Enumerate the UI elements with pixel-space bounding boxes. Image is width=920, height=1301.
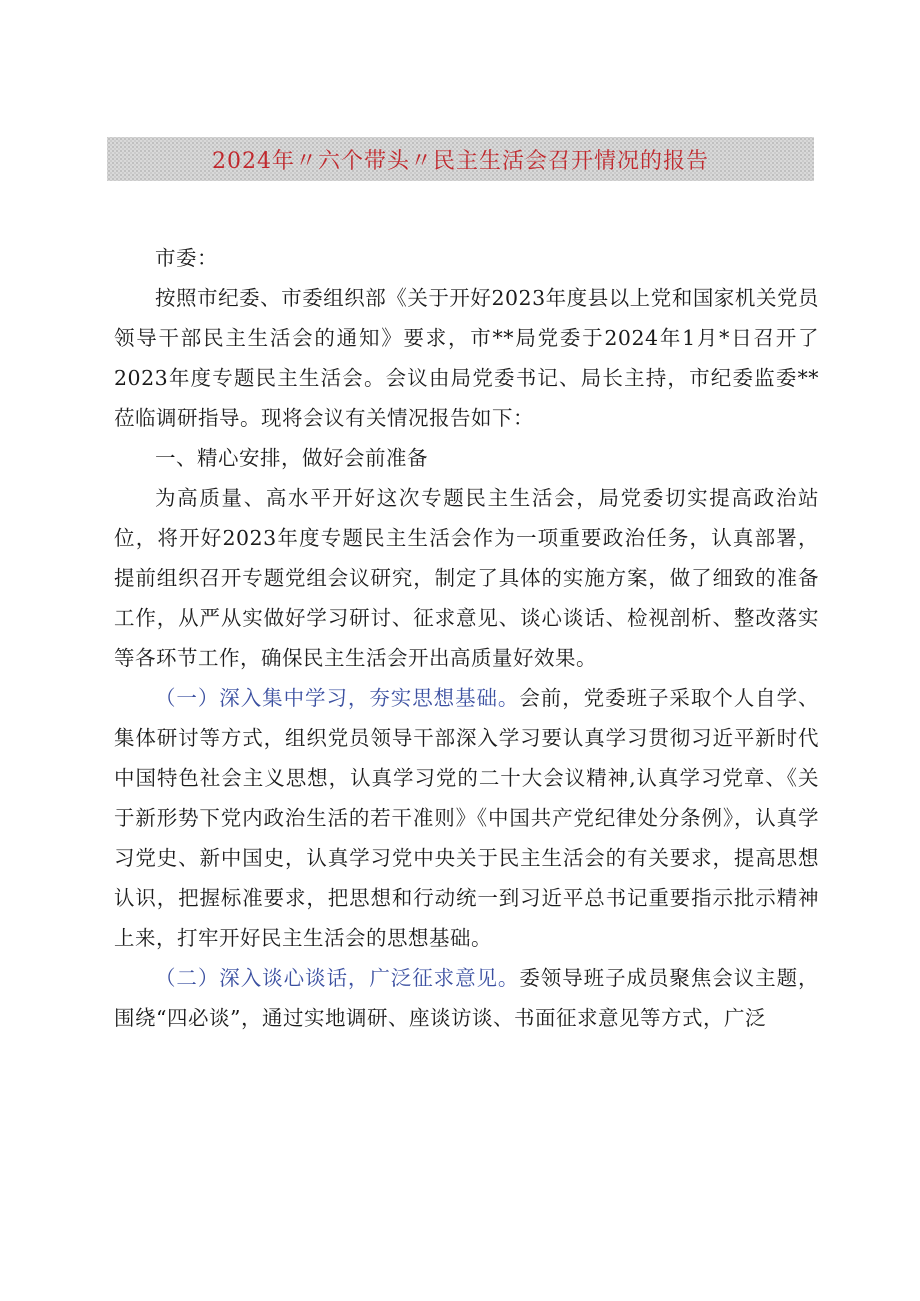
paragraph-item-2 [114,958,819,1038]
document-title: 2024年〃六个带头〃民主生活会召开情况的报告 [212,148,709,174]
paragraph-intro: 按照市纪委、市委组织部《关于开好2023年度县以上党和国家机关党员领导干部民主生活会的通知》要求，市**局党委于2024年1月*日召开了2023年度专题民主生活会。会议由局党委书记、局长主持，市纪委监委**莅临调研指导。现将会议有关情况报告如下： [114,286,819,430]
salutation: 市委： [155,246,218,270]
section-heading: 一、精心安排，做好会前准备 [155,446,428,470]
item-1-text: 会前，党委班子采取个人自学、集体研讨等方式，组织党员领导干部深入学习要认真学习贯彻习近平新时代中国特色社会主义思想，认真学习党的二十大会议精神,认真学习党章、《关于新形势下党内政治生活的若干准则》《中国共产党纪律处分条例》，认真学习党史、新中国史，认真学习党中央关于民主生活会的有关要求，提高思想认识，把握标准要求，把思想和行动统一到习近平总书记重要指示批示精神上来，打牢开好民主生活会的思想基础。 [114,686,820,950]
document-body [114,238,819,1038]
paragraph-item-1 [114,678,819,958]
item-2-text: 委领导班子成员聚焦会议主题，围绕“四必谈”，通过实地调研、座谈访谈、书面征求意见等方式，广泛 [114,966,820,1030]
paragraph-section-body: 为高质量、高水平开好这次专题民主生活会，局党委切实提高政治站位，将开好2023年度专题民主生活会作为一项重要政治任务，认真部署，提前组织召开专题党组会议研究，制定了具体的实施方案，做了细致的准备工作，从严从实做好学习研讨、征求意见、谈心谈话、检视剖析、整改落实等各环节工作，确保民主生活会开出高质量好效果。 [114,486,819,670]
title-banner [107,137,814,181]
item-2-heading: （二）深入谈心谈话，广泛征求意见。 [155,966,520,990]
item-1-heading: （一）深入集中学习，夯实思想基础。 [155,686,520,710]
